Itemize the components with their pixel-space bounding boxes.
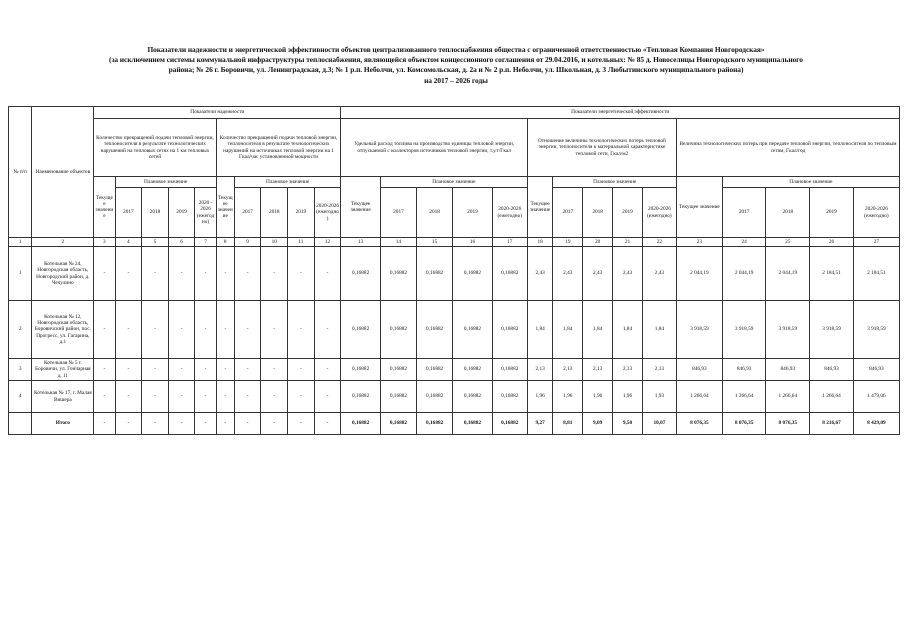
table-cell: - [142, 301, 169, 359]
total-cell: - [142, 413, 169, 435]
table-cell: 3 918,59 [722, 301, 766, 359]
indicators-table [8, 106, 900, 435]
table-cell: - [115, 381, 142, 413]
total-label: Итого [32, 413, 94, 435]
total-cell: 8 076,35 [766, 413, 810, 435]
table-cell: 1 266,64 [676, 381, 722, 413]
header-year: 2019 [288, 188, 315, 238]
total-cell: - [94, 413, 115, 435]
column-number: 24 [722, 238, 766, 247]
column-number: 19 [553, 238, 583, 247]
table-cell: 2,13 [583, 359, 613, 381]
header-year: 2020-2026 (ежегодно) [314, 188, 341, 238]
table-cell: 1,84 [613, 301, 643, 359]
table-cell: - [168, 359, 195, 381]
table-cell: - [142, 381, 169, 413]
table-cell: 2 044,19 [676, 247, 722, 301]
header-current: Текущее значение [216, 177, 234, 238]
table-cell: - [94, 381, 115, 413]
object-name: Котельная № 24, Новгородская область, Новгородский район, д. Чечулино [32, 247, 94, 301]
table-cell: 1,84 [527, 301, 553, 359]
title-line-1: Показатели надежности и энергетической эффективности объектов централизованного теплоснабжения общества с ограниченной ответственностью «Тепловая Компания Новгородская» [147, 45, 765, 54]
column-number: 1 [9, 238, 32, 247]
column-number: 17 [492, 238, 527, 247]
table-cell: 846,93 [676, 359, 722, 381]
object-name: Котельная № 12, Новгородская область, Боровичский район, пос. Прогресс, ул. Гагарина, д.1 [32, 301, 94, 359]
row-number [9, 413, 32, 435]
table-cell: - [216, 301, 234, 359]
header-year: 2020 - 2026 (ежегодно) [195, 188, 216, 238]
table-row [9, 359, 900, 381]
total-cell: - [195, 413, 216, 435]
header-planned: Плановое значение [553, 177, 677, 188]
header-year: 2019 [810, 188, 854, 238]
table-cell: 0,16882 [417, 381, 453, 413]
header-current: Текущее значение [676, 177, 722, 238]
total-cell: 9,27 [527, 413, 553, 435]
table-cell: 3 918,59 [810, 301, 854, 359]
table-cell: - [288, 359, 315, 381]
table-cell: - [234, 381, 261, 413]
table-cell: 0,16882 [341, 359, 380, 381]
header-planned: Плановое значение [722, 177, 899, 188]
table-cell: 0,16882 [453, 381, 492, 413]
column-number: 20 [583, 238, 613, 247]
table-cell: - [195, 359, 216, 381]
total-cell: - [314, 413, 341, 435]
table-cell: 0,16882 [453, 247, 492, 301]
header-num: № п/п [9, 107, 32, 238]
header-year: 2018 [583, 188, 613, 238]
table-cell: - [168, 381, 195, 413]
table-cell: - [115, 301, 142, 359]
table-row [9, 381, 900, 413]
table-cell: 846,93 [853, 359, 899, 381]
table-cell: 2,13 [642, 359, 676, 381]
table-cell: - [94, 247, 115, 301]
header-group-5: Величина технологических потерь при передаче тепловой энергии, теплоносителя по тепловым сетям, Гкал/год [676, 119, 899, 177]
table-cell: 1,84 [583, 301, 613, 359]
table-row [9, 301, 900, 359]
header-year: 2017 [722, 188, 766, 238]
table-cell: 0,16882 [492, 301, 527, 359]
table-cell: 1,84 [553, 301, 583, 359]
column-number: 9 [234, 238, 261, 247]
header-year: 2019 [168, 188, 195, 238]
header-year: 2020-2026 (ежегодно) [642, 188, 676, 238]
column-number: 5 [142, 238, 169, 247]
table-cell: - [261, 381, 288, 413]
row-number: 1 [9, 247, 32, 301]
column-number: 10 [261, 238, 288, 247]
table-cell: 1 266,64 [810, 381, 854, 413]
table-cell: 846,93 [766, 359, 810, 381]
table-cell: 2 184,51 [853, 247, 899, 301]
column-number: 7 [195, 238, 216, 247]
table-cell: 0,16882 [341, 381, 380, 413]
column-number-row [9, 238, 900, 247]
column-number: 16 [453, 238, 492, 247]
table-cell: 0,16882 [492, 247, 527, 301]
table-cell: - [314, 359, 341, 381]
table-cell: - [94, 359, 115, 381]
table-cell: 2,13 [527, 359, 553, 381]
table-cell: 846,93 [722, 359, 766, 381]
header-current: Текущее значение [94, 177, 115, 238]
column-number: 22 [642, 238, 676, 247]
title-line-3: района; № 26 г. Боровичи, ул. Ленинградская, д.3; № 1 р.п. Неболчи, ул. Комсомольская, д. 2а и № 2 р.п. Неболчи, ул. Школьная, д. 3 Любытинского муниципального района) [168, 65, 744, 75]
column-number: 6 [168, 238, 195, 247]
total-cell: - [168, 413, 195, 435]
table-cell: - [168, 247, 195, 301]
total-cell: 8 076,35 [676, 413, 722, 435]
total-cell: 9,50 [613, 413, 643, 435]
table-cell: 0,16882 [492, 359, 527, 381]
header-name: Наименование объектов [32, 107, 94, 238]
header-year: 2018 [766, 188, 810, 238]
table-cell: 0,16882 [417, 359, 453, 381]
title-line-2: (за исключением системы коммунальной инфраструктуры теплоснабжения, являющейся объектом концессионного соглашения от 29.04.2016, и котельных: № 85 д. Новоселицы Новгородского муниципального [109, 55, 803, 65]
total-cell: 0,16882 [417, 413, 453, 435]
table-cell: 2,43 [553, 247, 583, 301]
table-cell: - [314, 301, 341, 359]
column-number: 3 [94, 238, 115, 247]
table-cell: - [314, 381, 341, 413]
table-cell: 1,96 [613, 381, 643, 413]
total-cell: 10,07 [642, 413, 676, 435]
column-number: 27 [853, 238, 899, 247]
header-year: 2018 [142, 188, 169, 238]
table-cell: 2,43 [527, 247, 553, 301]
table-cell: - [288, 247, 315, 301]
object-name: Котельная № 17, г. Малая Вишера [32, 381, 94, 413]
table-cell: - [195, 381, 216, 413]
total-cell: - [115, 413, 142, 435]
total-cell: 8,81 [553, 413, 583, 435]
column-number: 21 [613, 238, 643, 247]
column-number: 13 [341, 238, 380, 247]
header-reliability: Показатели надежности [94, 107, 341, 119]
row-number: 2 [9, 301, 32, 359]
header-year: 2017 [234, 188, 261, 238]
table-cell: - [288, 301, 315, 359]
table-cell: 0,16882 [492, 381, 527, 413]
title-line-4: на 2017 – 2026 годы [424, 75, 488, 85]
table-cell: - [115, 359, 142, 381]
table-cell: 2,43 [642, 247, 676, 301]
table-cell: 0,16882 [453, 301, 492, 359]
total-cell: - [288, 413, 315, 435]
table-cell: - [115, 247, 142, 301]
table-cell: 0,16882 [341, 247, 380, 301]
table-cell: 3 918,59 [676, 301, 722, 359]
total-cell: 9,09 [583, 413, 613, 435]
total-cell: 0,16882 [380, 413, 416, 435]
header-year: 2019 [613, 188, 643, 238]
table-cell: 3 918,59 [766, 301, 810, 359]
table-cell: 1 266,64 [722, 381, 766, 413]
header-year: 2018 [261, 188, 288, 238]
table-cell: 1,84 [642, 301, 676, 359]
table-cell: 0,16882 [341, 301, 380, 359]
table-cell: 0,16882 [380, 247, 416, 301]
table-cell: 1,93 [642, 381, 676, 413]
header-year: 2017 [380, 188, 416, 238]
column-number: 26 [810, 238, 854, 247]
column-number: 18 [527, 238, 553, 247]
table-cell: - [261, 247, 288, 301]
header-year: 2018 [417, 188, 453, 238]
header-group-4: Отношение величины технологических потерь тепловой энергии, теплоносителя к материальной характеристике тепловой сети, Гкал/м2 [527, 119, 676, 177]
table-cell: 2,13 [553, 359, 583, 381]
document-title [20, 45, 892, 86]
total-cell: 8 076,35 [722, 413, 766, 435]
table-cell: - [234, 301, 261, 359]
header-planned: Плановое значение [234, 177, 341, 188]
table-cell: 2 184,51 [810, 247, 854, 301]
total-cell: 0,16882 [341, 413, 380, 435]
table-cell: 0,16882 [417, 301, 453, 359]
header-planned: Плановое значение [380, 177, 527, 188]
object-name: Котельная № 5 г. Боровичи, ул. Гончарная д. 11 [32, 359, 94, 381]
total-cell: - [216, 413, 234, 435]
table-cell: - [216, 247, 234, 301]
table-cell: 0,16882 [380, 301, 416, 359]
header-group-1: Количество прекращений подачи тепловой энергии, теплоносителя в результате технологических нарушений на тепловых сетях на 1 км тепловых сетей [94, 119, 216, 177]
column-number: 23 [676, 238, 722, 247]
total-cell: 0,16882 [453, 413, 492, 435]
table-cell: - [234, 247, 261, 301]
table-cell: 2,43 [613, 247, 643, 301]
total-row [9, 413, 900, 435]
table-cell: - [94, 301, 115, 359]
column-number: 4 [115, 238, 142, 247]
table-cell: - [314, 247, 341, 301]
header-group-3: Удельный расход топлива на производство единицы тепловой энергии, отпускаемой с коллекторов источников тепловой энергии, т.у.т/Гкал [341, 119, 527, 177]
table-cell: - [261, 359, 288, 381]
header-group-2: Количество прекращений подачи тепловой энергии, теплоносителя в результате технологических нарушений на источниках тепловой энергии на 1 Гкал/час установленной мощности [216, 119, 341, 177]
header-year: 2020-2026 (ежегодно) [492, 188, 527, 238]
table-cell: 2,43 [583, 247, 613, 301]
total-cell: - [261, 413, 288, 435]
header-year: 2019 [453, 188, 492, 238]
table-cell: - [216, 359, 234, 381]
table-cell: - [142, 247, 169, 301]
table-cell: 1,96 [553, 381, 583, 413]
table-cell: 0,16882 [417, 247, 453, 301]
column-number: 8 [216, 238, 234, 247]
header-current: Текущее значение [527, 177, 553, 238]
column-number: 15 [417, 238, 453, 247]
table-cell: - [288, 381, 315, 413]
column-number: 12 [314, 238, 341, 247]
table-cell: 2,13 [613, 359, 643, 381]
header-current: Текущее значение [341, 177, 380, 238]
column-number: 11 [288, 238, 315, 247]
total-cell: 8 216,67 [810, 413, 854, 435]
table-cell: 1 479,06 [853, 381, 899, 413]
table-cell: 2 044,19 [766, 247, 810, 301]
table-cell: - [261, 301, 288, 359]
table-cell: - [234, 359, 261, 381]
header-year: 2020-2026 (ежегодно) [853, 188, 899, 238]
header-year: 2017 [553, 188, 583, 238]
total-cell: 8 429,09 [853, 413, 899, 435]
table-cell: 0,16882 [380, 359, 416, 381]
column-number: 25 [766, 238, 810, 247]
table-row [9, 247, 900, 301]
table-cell: 1,96 [527, 381, 553, 413]
table-cell: - [142, 359, 169, 381]
table-cell: 2 044,19 [722, 247, 766, 301]
table-cell: - [195, 301, 216, 359]
column-number: 14 [380, 238, 416, 247]
table-cell: - [216, 381, 234, 413]
table-cell: 846,93 [810, 359, 854, 381]
table-cell: - [168, 301, 195, 359]
column-number: 2 [32, 238, 94, 247]
table-cell: 3 918,59 [853, 301, 899, 359]
row-number: 4 [9, 381, 32, 413]
header-efficiency: Показатели энергетической эффективности [341, 107, 900, 119]
header-planned: Плановое значение [115, 177, 216, 188]
table-cell: 0,16882 [453, 359, 492, 381]
table-cell: 1 266,64 [766, 381, 810, 413]
total-cell: 0,16882 [492, 413, 527, 435]
header-year: 2017 [115, 188, 142, 238]
total-cell: - [234, 413, 261, 435]
row-number: 3 [9, 359, 32, 381]
table-cell: - [195, 247, 216, 301]
table-cell: 1,96 [583, 381, 613, 413]
table-cell: 0,16882 [380, 381, 416, 413]
